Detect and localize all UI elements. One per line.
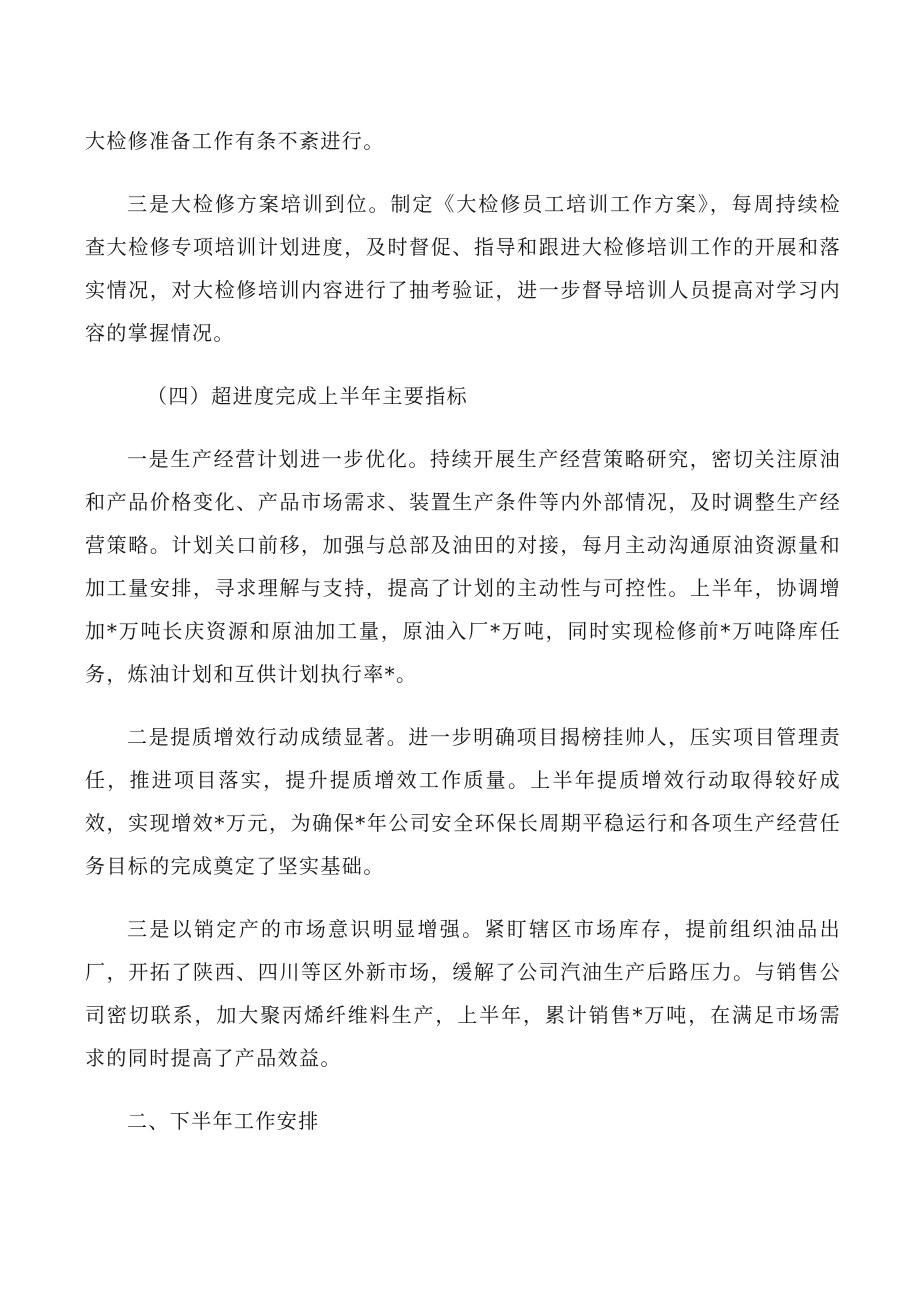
- document-body: [85, 120, 841, 1163]
- paragraph-quality-efficiency: 二是提质增效行动成绩显著。进一步明确项目揭榜挂帅人，压实项目管理责任，推进项目落实，提升提质增效工作质量。上半年提质增效行动取得较好成效，实现增效*万元，为确保*年公司安全环保长周期平稳运行和各项生产经营任务目标的完成奠定了坚实基础。: [85, 725, 841, 878]
- section-heading-second-half: 二、下半年工作安排: [127, 1109, 320, 1133]
- paragraph-continuation: 大检修准备工作有条不紊进行。: [85, 129, 385, 153]
- section-heading-4: （四）超进度完成上半年主要指标: [147, 384, 468, 408]
- paragraph-training: 三是大检修方案培训到位。制定《大检修员工培训工作方案》，每周持续检查大检修专项培训计划进度，及时督促、指导和跟进大检修培训工作的开展和落实情况，对大检修培训内容进行了抽考验证，进一步督导培训人员提高对学习内容的掌握情况。: [85, 192, 841, 345]
- paragraph-market-sales: 三是以销定产的市场意识明显增强。紧盯辖区市场库存，提前组织油品出厂，开拓了陕西、四川等区外新市场，缓解了公司汽油生产后路压力。与销售公司密切联系，加大聚丙烯纤维料生产，上半年，累计销售*万吨，在满足市场需求的同时提高了产品效益。: [85, 917, 841, 1070]
- paragraph-production-plan: 一是生产经营计划进一步优化。持续开展生产经营策略研究，密切关注原油和产品价格变化、产品市场需求、装置生产条件等内外部情况，及时调整生产经营策略。计划关口前移，加强与总部及油田的对接，每月主动沟通原油资源量和加工量安排，寻求理解与支持，提高了计划的主动性与可控性。上半年，协调增加*万吨长庆资源和原油加工量，原油入厂*万吨，同时实现检修前*万吨降库任务，炼油计划和互供计划执行率*。: [85, 447, 841, 686]
